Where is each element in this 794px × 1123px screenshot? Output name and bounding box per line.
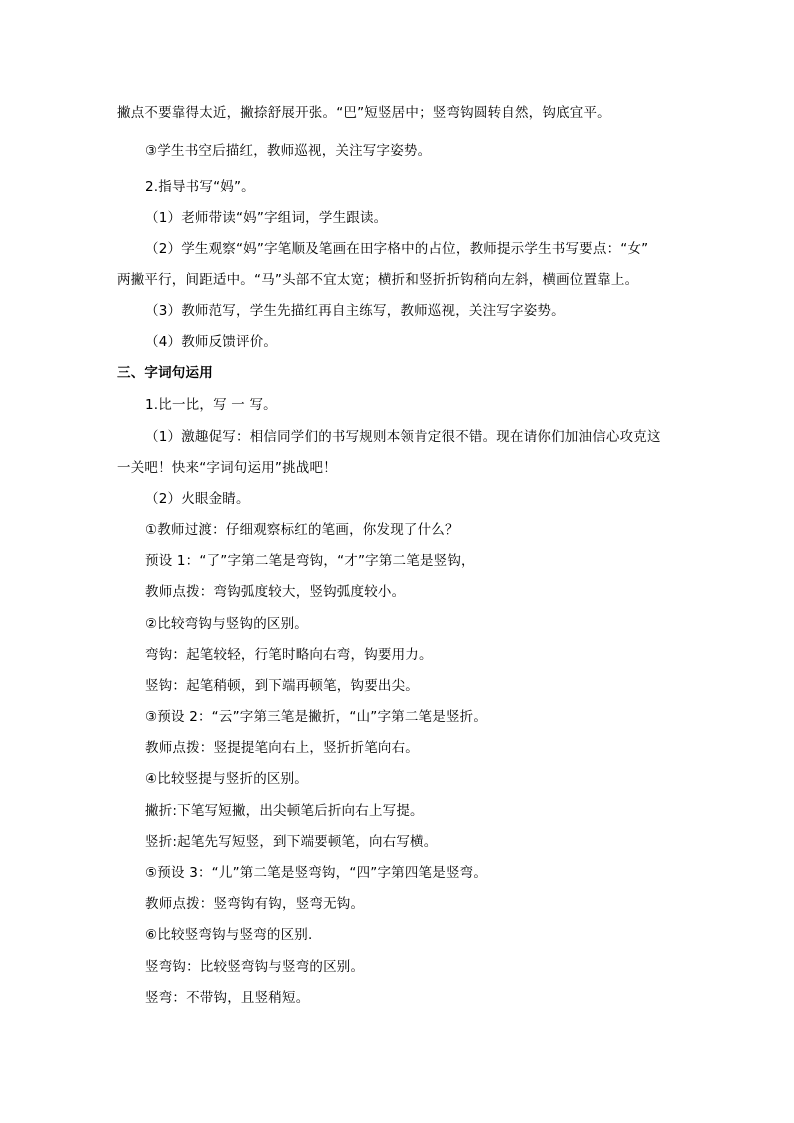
paragraph-line: 撇点不要靠得太近，撇捺舒展开张。“巴”短竖居中；竖弯钩圆转自然，钩底宜平。 [117, 105, 611, 121]
paragraph-line: （2）学生观察“妈”字笔顺及笔画在田字格中的占位，教师提示学生书写要点：“女” [145, 241, 649, 257]
paragraph-line: ②比较弯钩与竖钩的区别。 [145, 616, 309, 632]
paragraph-line: ③学生书空后描红，教师巡视，关注写字姿势。 [145, 143, 432, 159]
paragraph-line: （1）激趣促写：相信同学们的书写规则本领肯定很不错。现在请你们加油信心攻克这 [145, 429, 661, 445]
paragraph-line: （2）火眼金睛。 [145, 491, 250, 507]
paragraph-line: 两撇平行，间距适中。“马”头部不宜太宽；横折和竖折折钩稍向左斜，横画位置靠上。 [117, 272, 639, 288]
paragraph-line: 教师点拨：弯钩弧度较大，竖钩弧度较小。 [145, 584, 406, 600]
section-heading: 三、字词句运用 [117, 365, 213, 381]
paragraph-line: 教师点拨：竖弯钩有钩，竖弯无钩。 [145, 896, 365, 912]
paragraph-line: 竖折:起笔先写短竖，到下端要顿笔，向右写横。 [145, 834, 438, 850]
paragraph-line: 教师点拨：竖提提笔向右上，竖折折笔向右。 [145, 740, 419, 756]
paragraph-line: ③预设 2：“云”字第三笔是撇折，“山”字第二笔是竖折。 [145, 709, 488, 725]
paragraph-line: （1）老师带读“妈”字组词，学生跟读。 [145, 210, 388, 226]
paragraph-line: 弯钩：起笔较轻，行笔时略向右弯，钩要用力。 [145, 647, 433, 663]
paragraph-line: ④比较竖提与竖折的区别。 [145, 771, 309, 787]
paragraph-line: 撇折:下笔写短撇，出尖顿笔后折向右上写提。 [145, 803, 424, 819]
paragraph-line: （3）教师范写，学生先描红再自主练写，教师巡视，关注写字姿势。 [145, 303, 565, 319]
paragraph-line: （4）教师反馈评价。 [145, 334, 278, 350]
paragraph-line: 1.比一比，写 一 写。 [145, 397, 277, 413]
paragraph-line: ①教师过渡：仔细观察标红的笔画，你发现了什么？ [145, 522, 459, 538]
paragraph-line: ⑥比较竖弯钩与竖弯的区别. [145, 927, 313, 943]
paragraph-line: ⑤预设 3：“儿”第二笔是竖弯钩，“四”字第四笔是竖弯。 [145, 865, 488, 881]
paragraph-line: 2.指导书写“妈”。 [145, 179, 255, 195]
paragraph-line: 竖钩：起笔稍顿，到下端再顿笔，钩要出尖。 [145, 678, 419, 694]
paragraph-line: 一关吧！快来“字词句运用”挑战吧！ [117, 460, 337, 476]
paragraph-line: 预设 1：“了”字第二笔是弯钩，“才”字第二笔是竖钩， [145, 553, 475, 569]
paragraph-line: 竖弯：不带钩，且竖稍短。 [145, 990, 310, 1006]
paragraph-line: 竖弯钩：比较竖弯钩与竖弯的区别。 [145, 959, 365, 975]
